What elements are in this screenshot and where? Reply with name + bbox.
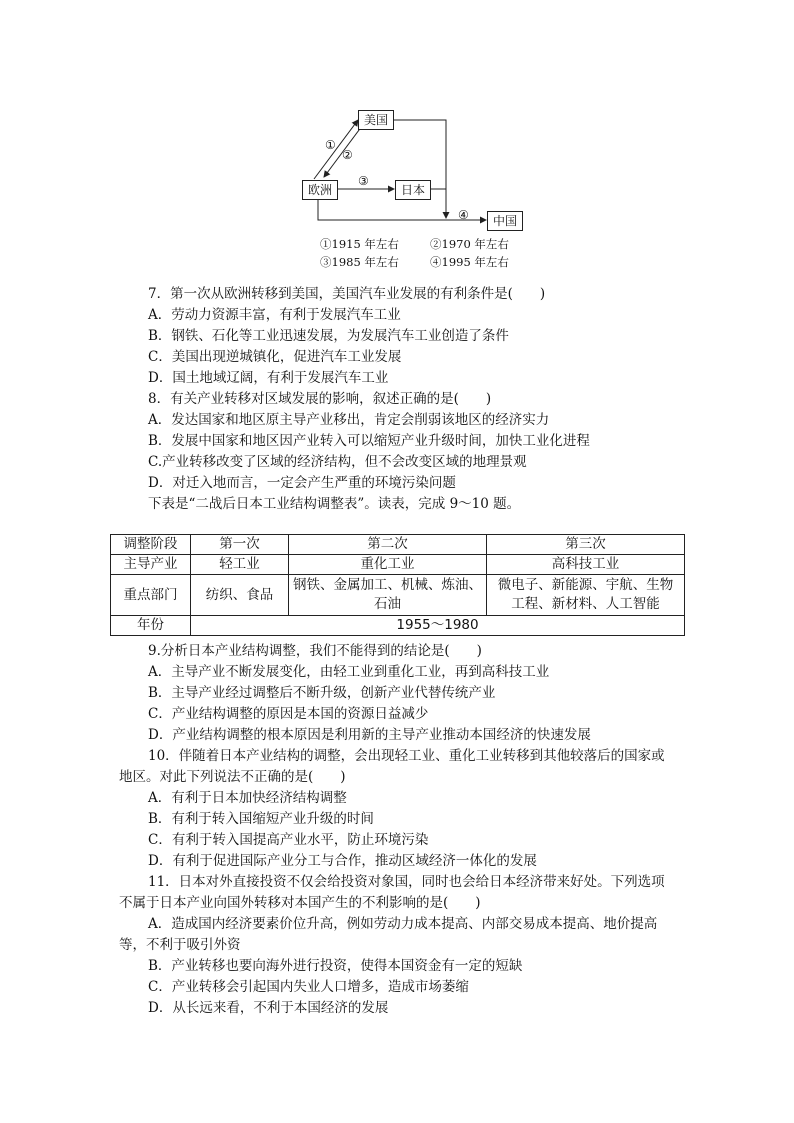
q10-option-b: B．有利于转入国缩短产业升级的时间 xyxy=(148,811,374,827)
table-row xyxy=(111,575,685,616)
q10-option-a: A．有利于日本加快经济结构调整 xyxy=(148,790,347,806)
legend-item-4: ④1995 年左右 xyxy=(430,255,509,269)
arrow-label-3: ③ xyxy=(358,174,369,188)
q7-stem: 7．第一次从欧洲转移到美国，美国汽车业发展的有利条件是( ) xyxy=(148,286,546,302)
stage-3: 第三次 xyxy=(487,535,685,555)
q7-option-a: A．劳动力资源丰富，有利于发展汽车工业 xyxy=(148,307,401,323)
q9-option-c: C．产业结构调整的原因是本国的资源日益减少 xyxy=(148,706,429,722)
row-header-sectors: 重点部门 xyxy=(111,575,191,616)
arrow-label-4: ④ xyxy=(458,208,469,222)
sectors-1 xyxy=(191,575,289,616)
legend-item-1: ①1915 年左右 xyxy=(320,237,399,251)
table-row xyxy=(111,535,685,555)
legend-item-2: ②1970 年左右 xyxy=(430,237,509,251)
sectors-2-line-2: 石油 xyxy=(374,596,401,612)
q11-option-c: C．产业转移会引起国内失业人口增多，造成市场萎缩 xyxy=(148,979,469,995)
arrow-label-1: ① xyxy=(325,138,336,152)
years-value: 1955～1980 xyxy=(191,616,685,636)
q11-option-a-line-2: 等，不利于吸引外资 xyxy=(119,937,241,953)
sectors-2-line-1: 钢铁、金属加工、机械、炼油、 xyxy=(293,577,482,593)
sectors-3-line-2: 工程、新材料、人工智能 xyxy=(511,596,660,612)
arrow-label-2: ② xyxy=(342,148,353,162)
q8-option-d: D．对迁入地而言，一定会产生严重的环境污染问题 xyxy=(148,475,456,491)
sectors-2 xyxy=(289,575,487,616)
q8-option-a: A．发达国家和地区原主导产业移出，肯定会削弱该地区的经济实力 xyxy=(148,412,550,428)
sectors-1-line-1: 纺织、食品 xyxy=(205,586,274,603)
q11-option-a-line-1: A．造成国内经济要素价位升高，例如劳动力成本提高、内部交易成本提高、地价提高 xyxy=(148,916,658,932)
stage-1: 第一次 xyxy=(191,535,289,555)
q11-option-d: D．从长远来看，不利于本国经济的发展 xyxy=(148,1000,389,1016)
q8-stem: 8．有关产业转移对区域发展的影响，叙述正确的是( ) xyxy=(148,391,492,407)
node-europe: 欧洲 xyxy=(302,180,338,200)
row-header-leading: 主导产业 xyxy=(111,555,191,575)
q11-option-b: B．产业转移也要向海外进行投资，使得本国资金有一定的短缺 xyxy=(148,958,523,974)
arrow-usa-china xyxy=(392,120,446,218)
row-header-stage: 调整阶段 xyxy=(111,535,191,555)
q11-stem-line-2: 不属于日本产业向国外转移对本国产生的不利影响的是( ) xyxy=(119,895,481,911)
q10-stem-line-2: 地区。对此下列说法不正确的是( ) xyxy=(119,769,346,785)
q7-option-c: C．美国出现逆城镇化，促进汽车工业发展 xyxy=(148,349,402,365)
node-china: 中国 xyxy=(487,211,523,231)
leading-2: 重化工业 xyxy=(289,555,487,575)
table-row xyxy=(111,555,685,575)
q9-option-b: B．主导产业经过调整后不断升级，创新产业代替传统产业 xyxy=(148,685,496,701)
q8-option-c: C.产业转移改变了区域的经济结构，但不会改变区域的地理景观 xyxy=(148,454,527,470)
q10-option-d: D．有利于促进国际产业分工与合作，推动区域经济一体化的发展 xyxy=(148,853,537,869)
q9-option-d: D．产业结构调整的根本原因是利用新的主导产业推动本国经济的快速发展 xyxy=(148,727,591,743)
sectors-3 xyxy=(487,575,685,616)
row-header-years: 年份 xyxy=(111,616,191,636)
legend-item-3: ③1985 年左右 xyxy=(320,255,399,269)
stage-2: 第二次 xyxy=(289,535,487,555)
leading-1: 轻工业 xyxy=(191,555,289,575)
leading-3: 高科技工业 xyxy=(487,555,685,575)
table-intro: 下表是“二战后日本工业结构调整表”。读表，完成 9～10 题。 xyxy=(148,496,521,512)
q9-stem: 9.分析日本产业结构调整，我们不能得到的结论是( ) xyxy=(148,643,482,659)
q9-option-a: A．主导产业不断发展变化，由轻工业到重化工业，再到高科技工业 xyxy=(148,664,550,680)
q7-option-d: D．国土地域辽阔，有利于发展汽车工业 xyxy=(148,370,389,386)
q10-option-c: C．有利于转入国提高产业水平，防止环境污染 xyxy=(148,832,429,848)
q11-stem-line-1: 11．日本对外直接投资不仅会给投资对象国，同时也会给日本经济带来好处。下列选项 xyxy=(148,874,665,890)
table-row xyxy=(111,616,685,636)
node-japan: 日本 xyxy=(395,180,431,200)
industry-transfer-diagram xyxy=(290,104,530,272)
q8-option-b: B．发展中国家和地区因产业转入可以缩短产业升级时间，加快工业化进程 xyxy=(148,433,590,449)
node-usa: 美国 xyxy=(358,110,394,130)
sectors-3-line-1: 微电子、新能源、宇航、生物 xyxy=(497,577,674,593)
q10-stem-line-1: 10．伴随着日本产业结构的调整，会出现轻工业、重化工业转移到其他较落后的国家或 xyxy=(148,748,665,764)
q7-option-b: B．钢铁、石化等工业迅速发展，为发展汽车工业创造了条件 xyxy=(148,328,509,344)
japan-industry-table xyxy=(110,534,685,636)
